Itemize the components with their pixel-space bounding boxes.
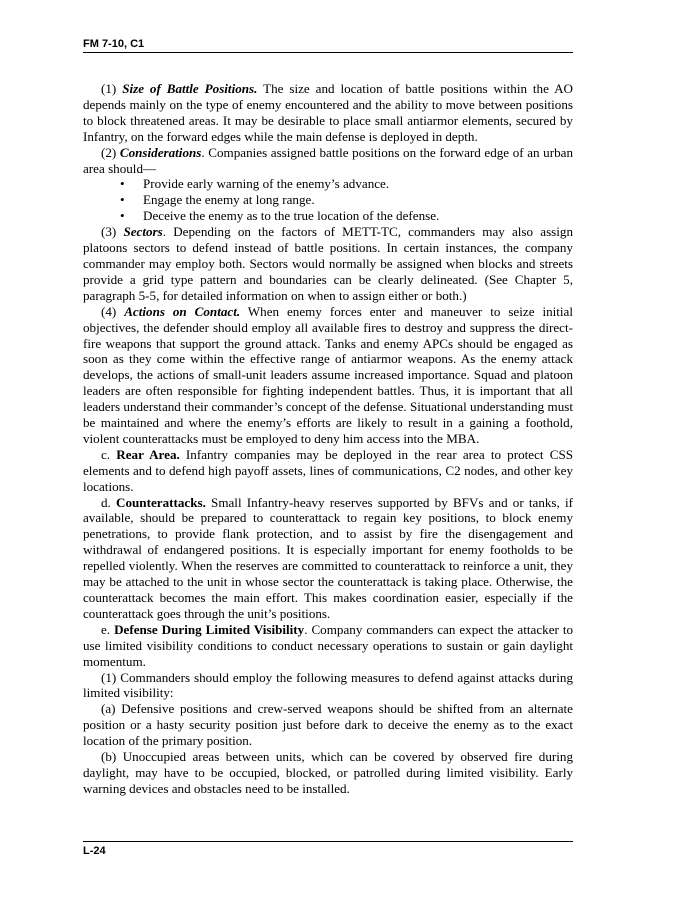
- paragraph-lead: d.: [101, 494, 117, 510]
- paragraph-heading: Rear Area.: [116, 446, 180, 462]
- paragraph-lead: (1): [101, 81, 123, 96]
- considerations-bullet-list: [83, 176, 573, 224]
- paragraph-lead: c.: [101, 446, 117, 462]
- paragraph-heading: Sectors: [123, 224, 163, 240]
- page-header: FM 7-10, C1: [83, 38, 145, 50]
- body-text: [83, 81, 573, 797]
- bullet-item: [83, 208, 573, 224]
- paragraph-heading: Size of Battle Positions.: [122, 81, 258, 96]
- paragraph-unoccupied-areas: (b) Unoccupied areas between units, which can be covered by observed fire during daylight, may have to be occupied, blocked, or patrolled during limited visibility. Early warning devices and obstacles need to be installed.: [83, 749, 573, 796]
- bullet-glyph: •: [120, 192, 125, 208]
- bullet-glyph: •: [120, 176, 125, 192]
- page-number: L-24: [83, 845, 106, 857]
- paragraph-text: When enemy forces enter and maneuver to seize initial objectives, the defender should employ all available fires to destroy and suppress the direct-fire weapons that support the ground attack. Tanks and enemy APCs should be engaged as soon as they come within the effective range of antiarmor weapons. As the enemy attack develops, the actions of small-unit leaders assume increased importance. Squad and platoon leaders are often responsible for fighting independent battles. Thus, it is important that all leaders understand their commander’s concept of the defense. Situational understanding must be maintained and where the enemy’s efforts are likely to result in a gaining a foothold, violent counterattacks must be employed to deny him access into the MBA.: [83, 303, 573, 446]
- bullet-item: [83, 192, 573, 208]
- bullet-glyph: •: [120, 208, 125, 224]
- paragraph-counterattacks: [83, 495, 573, 622]
- paragraph-lead: e.: [101, 621, 115, 637]
- paragraph-considerations: [83, 145, 573, 177]
- paragraph-size-of-battle-positions: [83, 81, 573, 145]
- footer-divider: [83, 841, 573, 842]
- paragraph-lead: (2): [101, 144, 120, 160]
- paragraph-lead: (3): [101, 224, 124, 240]
- header-divider: [83, 52, 573, 53]
- paragraph-heading: Actions on Contact.: [124, 303, 241, 319]
- paragraph-text: . Company commanders can expect the attacker to use limited visibility conditions to conduct necessary operations to sustain or gain daylight momentum.: [83, 621, 574, 669]
- paragraph-rear-area: [83, 447, 573, 495]
- paragraph-sectors: [83, 224, 573, 304]
- bullet-item: [83, 176, 573, 192]
- paragraph-text: . Depending on the factors of METT-TC, commanders may also assign platoons sectors to defend instead of battle positions. In certain instances, the company commander may employ both. Sectors would normally be assigned when blocks and streets provide a grid type pattern and boundaries can be clearly delineated. (See Chapter 5, paragraph 5-5, for detailed information on when to assign either or both.): [83, 224, 573, 303]
- paragraph-defense-limited-visibility: [83, 622, 573, 670]
- paragraph-measures: (1) Commanders should employ the following measures to defend against attacks during limited visibility:: [83, 669, 573, 701]
- bullet-text: Engage the enemy at long range.: [143, 192, 315, 208]
- paragraph-text: Infantry companies may be deployed in the rear area to protect CSS elements and to defend high payoff assets, lines of communications, C2 nodes, and other key locations.: [83, 446, 574, 494]
- paragraph-heading: Considerations: [119, 144, 202, 160]
- paragraph-text: Small Infantry-heavy reserves supported by BFVs and or tanks, if available, should be prepared to counterattack to regain key positions, to block enemy penetrations, to provide flank protection, and to assist by fire the disengagement and withdrawal of endangered positions. It is especially important for enemy footholds to be repelled violently. When the reserves are committed to counterattack to reinforce a unit, they may be attached to the unit in whose sector the counterattack is taking place. Otherwise, the counterattack becomes the main effort. This makes coordination easier, especially if the counterattack goes through the unit’s positions.: [83, 494, 573, 621]
- paragraph-heading: Counterattacks.: [116, 494, 206, 510]
- paragraph-lead: (4): [101, 303, 125, 319]
- bullet-text: Provide early warning of the enemy’s advance.: [143, 176, 390, 192]
- paragraph-text: . Companies assigned battle positions on the forward edge of an urban area should—: [83, 144, 573, 176]
- paragraph-actions-on-contact: [83, 304, 573, 447]
- paragraph-defensive-positions: (a) Defensive positions and crew-served weapons should be shifted from an alternate position or a hasty security position just before dark to deceive the enemy as to the exact location of the primary position.: [83, 701, 573, 749]
- paragraph-heading: Defense During Limited Visibility: [114, 621, 305, 637]
- paragraph-text: The size and location of battle positions within the AO depends mainly on the type of enemy encountered and the ability to move between positions to block threatened areas. It may be desirable to place small antiarmor elements, secured by Infantry, on the forward edges while the main defense is deployed in depth.: [83, 81, 574, 144]
- bullet-text: Deceive the enemy as to the true location of the defense.: [143, 208, 440, 224]
